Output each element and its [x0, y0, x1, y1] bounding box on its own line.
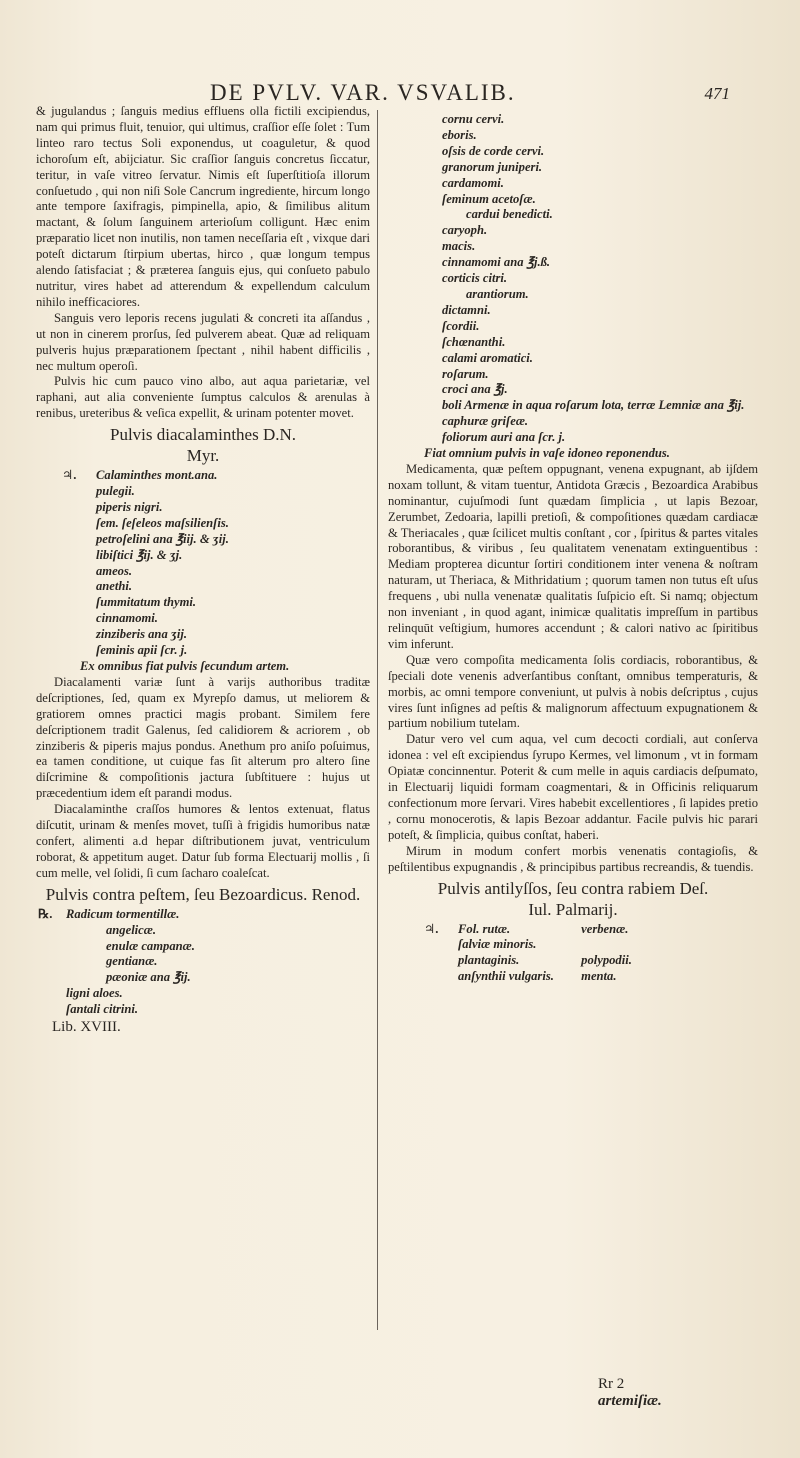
ingredient: verbenæ. — [581, 921, 629, 936]
ingredient: menta. — [581, 969, 617, 984]
ingredient: cardui benedicti. — [466, 207, 553, 222]
ingredient: ſummitatum thymi. — [96, 595, 197, 610]
recipe-row — [458, 953, 758, 969]
paragraph: Diacalamenti variæ ſunt à varijs authoribus traditæ deſcriptiones, ſed, quam ex Myrepſo damus, ut meliorem & gratiorem omnes practici magis probant. Similem fere deſcriptionem tradit Galenus, ſed calidiorem & acriorem , ob zinziberis & piperis majus pondus. Anethum pro aniſo poſuimus, ea tamen conditione, ut cuique fas ſit alterum pro altero ſine diſcrimine & compoſitionis jactura ſubſtituere : hujus ut præcedentium idem eſt parandi modus. — [36, 674, 370, 801]
ingredient: ſeminum acetoſæ. — [442, 191, 536, 206]
ingredient: anethi. — [96, 579, 133, 594]
ingredient: cinnamomi. — [96, 611, 158, 626]
ingredient: angelicæ. — [106, 922, 157, 937]
running-header — [210, 80, 730, 106]
ingredient: caryoph. — [442, 223, 488, 238]
ingredient: croci ana ℥j. — [442, 382, 508, 397]
paragraph: Pulvis hic cum pauco vino albo, aut aqua parietariæ, vel raphani, aut alia conveniente ſumptus calculos & arenulas à renibus, ureteribus & veſica expellit, & urinam potenter movet. — [36, 374, 370, 421]
ingredient: corticis citri. — [442, 271, 508, 286]
ingredient: ſalviæ minoris. — [458, 937, 537, 952]
ingredient: libiſtici ℥ij. & ʒj. — [96, 547, 183, 562]
ingredient: roſarum. — [442, 366, 489, 381]
ingredient: ſantali citrini. — [66, 1002, 139, 1017]
ingredient: polypodii. — [581, 953, 632, 968]
ingredient: ameos. — [96, 563, 133, 578]
catchword: artemiſiæ. — [598, 1393, 662, 1409]
paragraph: Diacalaminthe craſſos humores & lentos extenuat, flatus diſcutit, urinam & menſes movet, tuſſi à frigidis humoribus natæ confert, alimenti a.d hepar diſtributionem juvat, ventriculum roborat, & appetitum auget. Datur ſub forma Electuarij mollis , ſi cum melle, vel ſolidi, ſi cum ſacharo coaleſcat. — [36, 802, 370, 880]
column-divider — [377, 110, 378, 1330]
ingredient: boli Armenæ in aqua roſarum lota, terræ Lemniæ ana ℥ij. — [442, 398, 745, 413]
section-heading-author: Myr. — [186, 446, 220, 466]
page-number: 471 — [704, 84, 730, 103]
paragraph: Mirum in modum confert morbis venenatis contagioſis, & peſtilentibus expugnandis , & principibus partibus recreandis, & tuendis. — [388, 843, 758, 874]
section-heading-author: Iul. Palmarij. — [528, 899, 618, 919]
recipe-list — [36, 468, 370, 675]
recipe-continuation — [442, 112, 758, 446]
recipe-row — [458, 922, 758, 938]
ingredient: pulegii. — [96, 484, 135, 499]
ingredient: anſynthii vulgaris. — [458, 969, 554, 984]
ingredient: cornu cervi. — [442, 112, 505, 126]
page-footer — [598, 1376, 758, 1410]
recipe-list — [36, 907, 370, 1018]
recipe-list — [388, 922, 758, 986]
ingredient: oſsis de corde cervi. — [442, 143, 545, 158]
ingredient: piperis nigri. — [96, 499, 163, 514]
ingredient: ſcordii. — [442, 318, 480, 333]
recipe-symbol: ♃. — [62, 468, 77, 483]
section-heading: Pulvis diacalaminthes D.N. — [109, 425, 297, 445]
paragraph: Datur vero vel cum aqua, vel cum decocti cordiali, aut conſerva idonea : vel eſt excipiendus ſyrupo Kermes, vel limonum , vt in formam Opiatæ concinnentur. Poterit & cum melle in aquis cardiacis deſpumato, in Electuarij liquidi formam coagmentari, & in Officinis reliquarum confectionum more ſervari. Vires habebit excellentiores , ſi lapides pretio , cornu monocerotis, & lapis Bezoar addantur. Facile pulvis hic parari poteſt, & ſimplicia, quibus conſtat, haberi. — [388, 732, 758, 842]
ingredient: ſem. ſeſeleos maſsilienſis. — [96, 515, 229, 530]
ingredient: petroſelini ana ℥iij. & ʒij. — [96, 531, 229, 546]
ingredient: cardamomi. — [442, 175, 504, 190]
ingredient: cinnamomi ana ℥j.ß. — [442, 255, 551, 270]
recipe-final: Ex omnibus fiat pulvis ſecundum artem. — [80, 659, 290, 673]
paragraph: Quæ vero compoſita medicamenta ſolis cordiacis, roborantibus, & ſpeciali dote venenis adverſantibus conſtant, omnibus temperaturis, & morbis, ac omni tempore conveniunt, ut pulvis à nobis deſcriptus , cujus vires ſunt inſignes ad peſtis & malignorum affectuum expugnationem & partium nobilium tutelam. — [388, 652, 758, 731]
ingredient: eboris. — [442, 127, 477, 142]
ingredient: pæoniæ ana ℥ij. — [106, 970, 191, 985]
recipe-row — [458, 937, 758, 953]
section-heading: Pulvis contra peſtem, ſeu Bezoardicus. Renod. — [45, 884, 361, 904]
ingredient: Calaminthes mont.ana. — [96, 468, 218, 483]
ingredient: plantaginis. — [458, 953, 520, 968]
ingredient: gentianæ. — [106, 954, 158, 969]
recipe-row — [458, 969, 758, 985]
right-column — [388, 112, 758, 985]
recipe-symbol: ♃. — [424, 921, 439, 936]
section-heading: Pulvis antilyſſos, ſeu contra rabiem Deſ. — [437, 878, 709, 898]
left-column — [36, 104, 370, 1036]
recipe-final: Fiat omnium pulvis in vaſe idoneo reponendus. — [424, 446, 670, 461]
ingredient: foliorum auri ana ſcr. j. — [442, 430, 566, 445]
recipe-symbol: ℞. — [38, 906, 53, 921]
signature-mark: Rr 2 — [598, 1376, 625, 1392]
ingredient: Fol. rutæ. — [458, 921, 511, 936]
ingredient: enulæ campanæ. — [106, 938, 195, 953]
ingredient: calami aromatici. — [442, 350, 533, 365]
paragraph: Medicamenta, quæ peſtem oppugnant, venena expugnant, ab ijſdem noxam tollunt, & vitam tuentur, Antidota Græcis , Bezoardica Arabibus nominantur, cujuſmodi ſunt quædam ſimplicia , ut lapis Bezoar, Zerumbet, Zedoaria, lapilli pretioſi, & compoſitiones quædam cardiacæ & Theriacales , quæ ſcilicet multis conſtant , cor , ſpiritus & partes vitales roborantibus, & viribus , ſeu qualitatem venenatam extinguentibus : Mediam propterea dicuntur ſortiri conditionem inter venena & noſtram naturam, ut Theriaca, & Mithridatium ; quorum tamen non tutus eſt uſus frequens , ubi nulla venenatæ qualitatis ſuſpicio eſt. Si namq; objectum non inveniant , in quod agant, inimicæ qualitatis impreſſum in partibus relinquūt veſtigium, humores accendunt ; & calori nativo ac ſpiritibus vim inferunt. — [388, 461, 758, 651]
ingredient: Radicum tormentillæ. — [66, 906, 180, 921]
ingredient: dictamni. — [442, 302, 491, 317]
running-title: DE PVLV. VAR. VSVALIB. — [210, 80, 516, 105]
paragraph: & jugulandus ; ſanguis medius effluens olla fictili excipiendus, nam qui primus fluit, tenuior, qui ultimus, craſſior eſſe ſolet : Tum linteo raro tectus Soli exponendus, ut coaguletur, & quod ichoroſum eſt, abijciatur. Sic craſſior ſanguis concretus ſiccatur, teritur, in vaſe vitreo ſervatur. Nimis eſt ſuperſtitioſa illorum conſuetudo , qui non niſi Sole Cancrum ingrediente, hircum longo ante tempore ſaxifragis, pimpinella, apio, & ſimilibus alitum mactant, & ſolum ſanguinem arterioſum colligunt. Hæc enim præparatio licet non inutilis, non tamen neceſſaria eſt , vixque dari poteſt dictarum ſtirpium ubertas, hirco , quæ longum tempus alendo ſatisfaciat ; & præterea ſanguis ejus, qui conſueto pabulo nutritur, vires habet ad atterendum & expellendum calculum nihilo inefficaciores. — [36, 104, 370, 309]
ingredient: ligni aloes. — [66, 986, 123, 1001]
ingredient: zinziberis ana ʒij. — [96, 627, 187, 642]
paragraph: Sanguis vero leporis recens jugulati & concreti ita aſſandus , ut non in cinerem prorſus, ſed pulverem abeat. Quæ ad reliquam pulveris hujus præparationem ſpectant , nihil habent difficilis , nec multum operoſi. — [36, 310, 370, 373]
ingredient: ſchœnanthi. — [442, 334, 506, 349]
ingredient: granorum juniperi. — [442, 159, 543, 174]
ingredient: caphuræ griſeæ. — [442, 414, 529, 429]
ingredient: macis. — [442, 239, 476, 254]
ingredient: arantiorum. — [466, 286, 529, 301]
ingredient: ſeminis apii ſcr. j. — [96, 643, 188, 658]
signature-mark: Lib. XVIII. — [52, 1019, 121, 1036]
